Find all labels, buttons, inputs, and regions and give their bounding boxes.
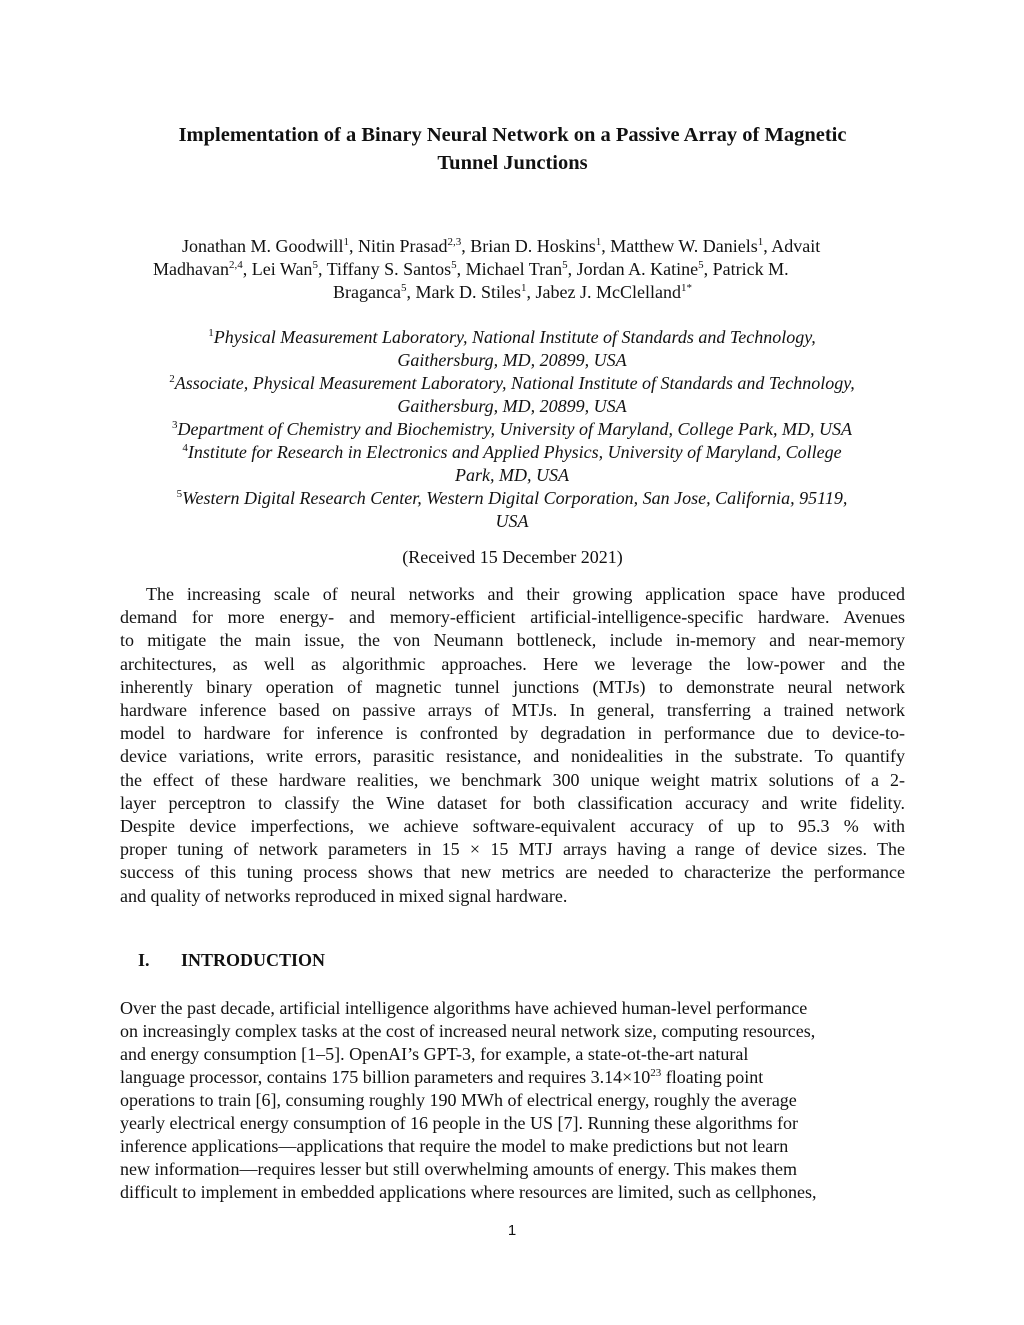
page-number: 1 [507,1222,517,1239]
abstract-line: device variations, write errors, parasitic resistance, and nonidealities in the substrate. To quantify [120,746,905,767]
abstract-line: and quality of networks reproduced in mixed signal hardware. [120,885,568,906]
intro-line [120,1135,905,1158]
superscript: 5 [562,259,568,271]
author-line [153,258,913,281]
abstract-line: Despite device imperfections, we achieve software-equivalent accuracy of up to 95.3 % with [120,816,905,836]
affiliation-text: Department of Chemistry and Biochemistry, University of Maryland, College Park, MD, USA [177,419,852,439]
intro-line [120,1066,905,1089]
affiliation-text: Institute for Research in Electronics and Applied Physics, University of Maryland, College [187,442,842,462]
intro-line [120,1181,905,1204]
affiliation-line [100,395,924,418]
affiliation-line [100,349,924,372]
text-segment: Jonathan M. Goodwill [182,236,344,256]
text-segment: , Jordan A. Katine [567,259,699,279]
superscript: 23 [650,1067,662,1079]
affiliation-text: Gaithersburg, MD, 20899, USA [397,350,627,370]
section-number: I. [138,950,150,970]
text-segment: , Patrick M. [703,259,789,279]
affiliation-text: Gaithersburg, MD, 20899, USA [397,396,627,416]
superscript: 1 [757,236,764,248]
text-segment: , Michael Tran [456,259,563,279]
abstract-line: hardware inference based on passive arrays of MTJs. In general, transferring a trained network [120,700,905,720]
text-segment: floating point [661,1067,764,1087]
affiliation-text: USA [495,511,529,531]
text-segment: operations to train [6], consuming roughly 190 MWh of electrical energy, roughly the average [120,1090,797,1110]
superscript: 5 [312,259,318,271]
superscript: 1 [343,236,349,248]
affiliation-text: Park, MD, USA [455,465,569,485]
author-line [182,235,905,258]
text-segment: new information—requires lesser but still overwhelming amounts of energy. This makes them [120,1159,798,1179]
affiliation-text: Western Digital Research Center, Western Digital Corporation, San Jose, California, 95119, [182,488,848,508]
intro-line [120,1089,905,1112]
abstract-line: the effect of these hardware realities, we benchmark 300 unique weight matrix solutions of a 2- [120,769,905,790]
text-segment: Madhavan [153,259,229,279]
superscript: 5 [401,282,407,294]
text-segment: Over the past decade, artificial intelligence algorithms have achieved human-level performance [120,998,808,1018]
text-segment: inference applications—applications that require the model to make predictions but not learn [120,1136,789,1156]
affiliation-number: 2 [169,373,175,385]
affiliation-line [100,510,924,533]
intro-line [120,1020,905,1043]
abstract-line: The increasing scale of neural networks and their growing application space have produced [146,584,905,604]
intro-line [120,997,905,1020]
affiliation-line [100,418,924,441]
affiliation-number: 4 [182,442,188,454]
text-segment: language processor, contains 175 billion parameters and requires 3.14×10 [120,1067,651,1087]
text-segment: , Mark D. Stiles [406,282,521,302]
affiliation-line [100,326,924,349]
intro-line [120,1112,905,1135]
abstract-line: to mitigate the main issue, the von Neumann bottleneck, include in-memory and near-memory [120,630,905,651]
abstract-line: demand for more energy- and memory-efficient artificial-intelligence-specific hardware. Avenues [120,607,905,628]
affiliation-line [100,487,924,510]
abstract-line: success of this tuning process shows that new metrics are needed to characterize the performance [120,862,905,883]
text-segment: on increasingly complex tasks at the cost of increased neural network size, computing resources, [120,1021,816,1041]
intro-line [120,1158,905,1181]
affiliation-number: 3 [172,419,178,431]
text-segment: , Advait [763,236,821,256]
paper-title-line: Tunnel Junctions [437,152,588,174]
affiliation-line [100,372,924,395]
superscript: 1* [680,282,692,294]
superscript: 5 [451,259,457,271]
superscript: 5 [698,259,704,271]
abstract-line: inherently binary operation of magnetic tunnel junctions (MTJs) to demonstrate neural network [120,676,905,697]
superscript: 2,3 [447,236,462,248]
text-segment: and energy consumption [1–5]. OpenAI’s GPT-3, for example, a state-ot-the-art natural [120,1044,749,1064]
section-title: INTRODUCTION [181,950,326,970]
superscript: 1 [595,236,602,248]
affiliation-number: 1 [208,327,214,339]
text-segment: yearly electrical energy consumption of 16 people in the US [7]. Running these algorithms for [120,1113,798,1133]
superscript: 2,4 [228,259,243,271]
abstract-line: model to hardware for inference is confronted by degradation in performance due to device-to- [120,723,905,744]
text-segment: , Jabez J. McClelland [526,282,681,302]
text-segment: , Tiffany S. Santos [317,259,452,279]
affiliation-line [100,441,924,464]
affiliation-number: 5 [176,488,183,500]
text-segment: Braganca [333,282,401,302]
affiliation-text: Physical Measurement Laboratory, National Institute of Standards and Technology, [213,327,816,347]
affiliation-line [100,464,924,487]
text-segment: , Lei Wan [242,259,313,279]
text-segment: , Brian D. Hoskins [461,236,596,256]
intro-line [120,1043,905,1066]
text-segment: , Nitin Prasad [349,236,448,256]
affiliation-text: Associate, Physical Measurement Laboratory, National Institute of Standards and Technology, [174,373,855,393]
abstract-line: layer perceptron to classify the Wine dataset for both classification accuracy and write fidelity. [120,792,905,813]
text-segment: difficult to implement in embedded applications where resources are limited, such as cellphones, [120,1182,817,1202]
text-segment: , Matthew W. Daniels [601,236,758,256]
paper-title-line: Implementation of a Binary Neural Network on a Passive Array of Magnetic [178,124,847,146]
abstract-line: proper tuning of network parameters in 15 × 15 MTJ arrays having a range of device sizes. The [120,839,905,860]
superscript: 1 [521,282,527,294]
section-heading [138,950,325,971]
author-line [120,281,905,304]
abstract-line: architectures, as well as algorithmic approaches. Here we leverage the low-power and the [120,653,905,674]
received-date: (Received 15 December 2021) [402,547,623,567]
